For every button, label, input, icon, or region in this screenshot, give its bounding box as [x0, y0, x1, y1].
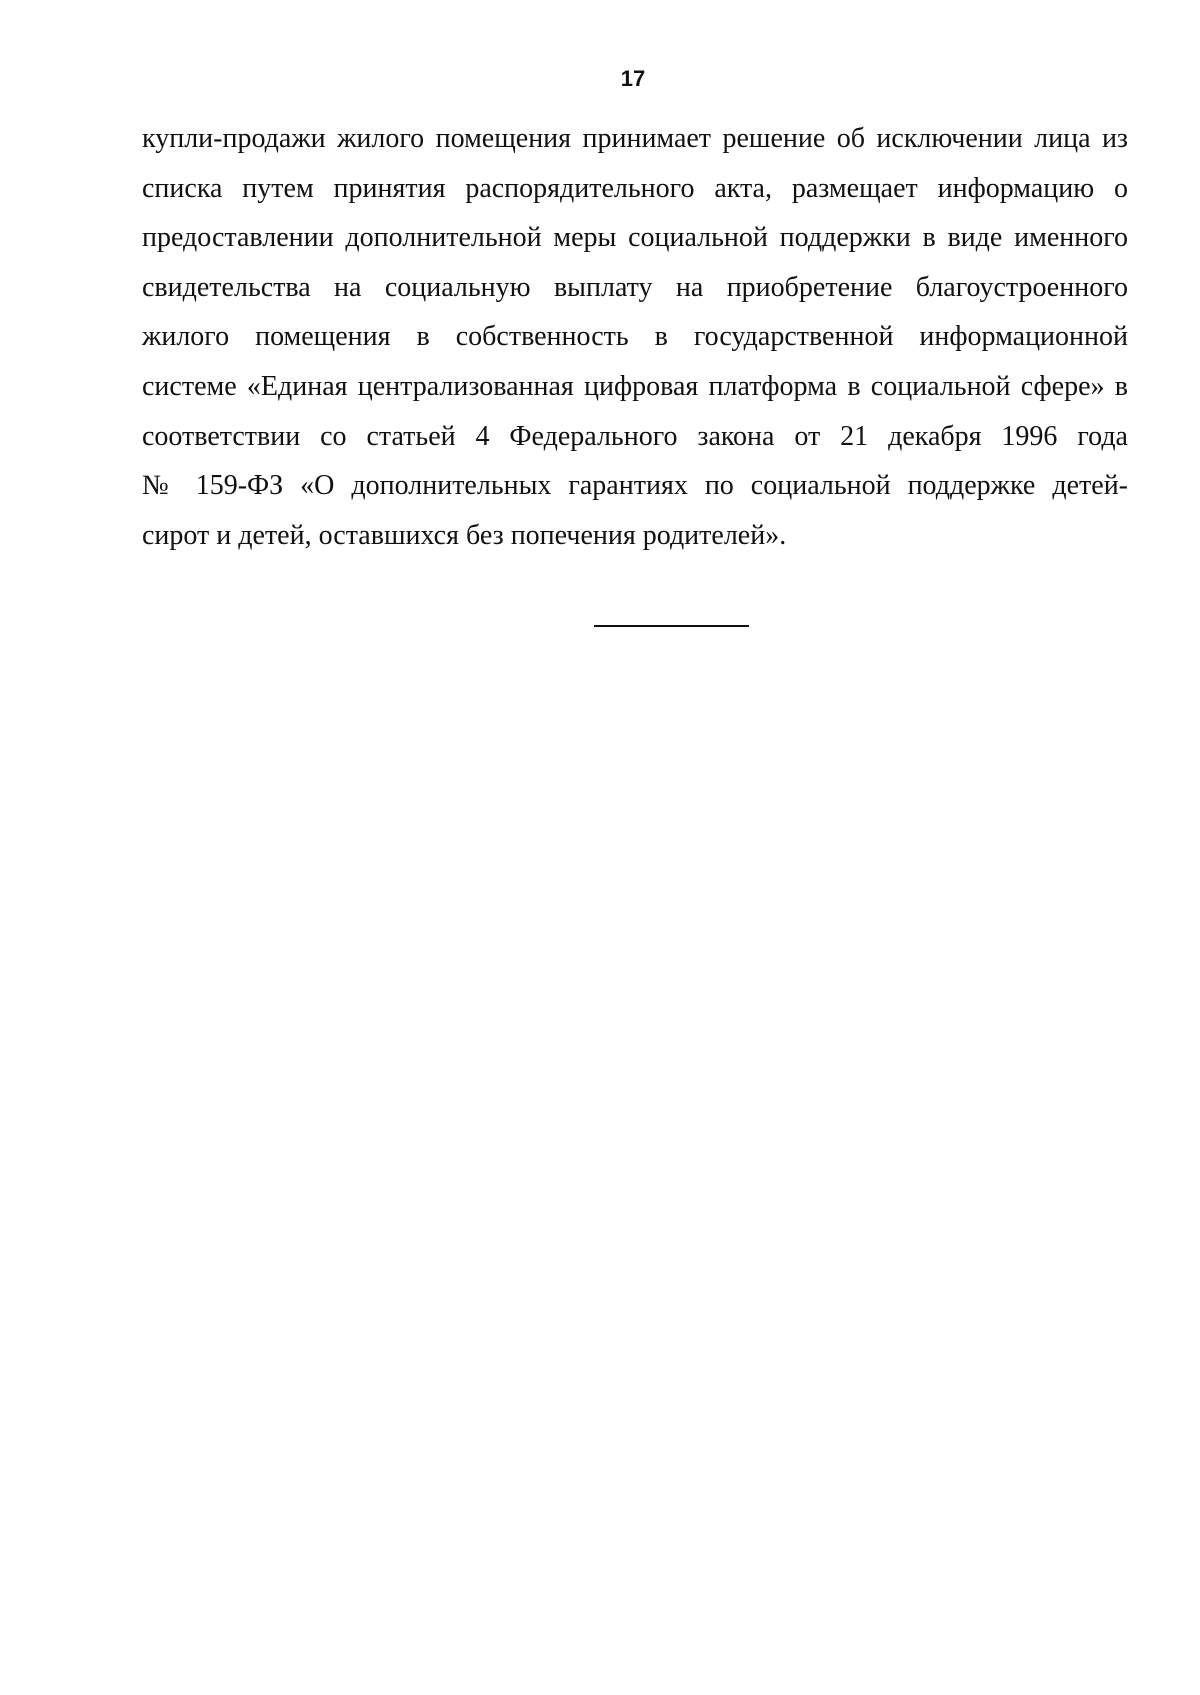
body-line: № 159-ФЗ «О дополнительных гарантиях по социальной поддержке детей- [142, 470, 1128, 502]
body-line: купли-продажи жилого помещения принимает решение об исключении лица из [142, 123, 1128, 154]
body-line: свидетельства на социальную выплату на приобретение благоустроенного [142, 271, 1128, 303]
body-line: предоставлении дополнительной меры социальной поддержки в виде именного [142, 222, 1128, 254]
page-number: 17 [620, 66, 646, 91]
body-line: системе «Единая централизованная цифровая платформа в социальной сфере» в [142, 370, 1128, 402]
body-line: списка путем принятия распорядительного акта, размещает информацию о [142, 172, 1128, 204]
body-line: соответствии со статьей 4 Федерального закона от 21 декабря 1996 года [142, 420, 1128, 452]
body-paragraph [142, 114, 1128, 560]
body-line-last: сирот и детей, оставшихся без попечения родителей». [142, 519, 787, 551]
body-line: жилого помещения в собственность в государственной информационной [142, 321, 1128, 353]
end-of-document-rule [594, 625, 749, 627]
